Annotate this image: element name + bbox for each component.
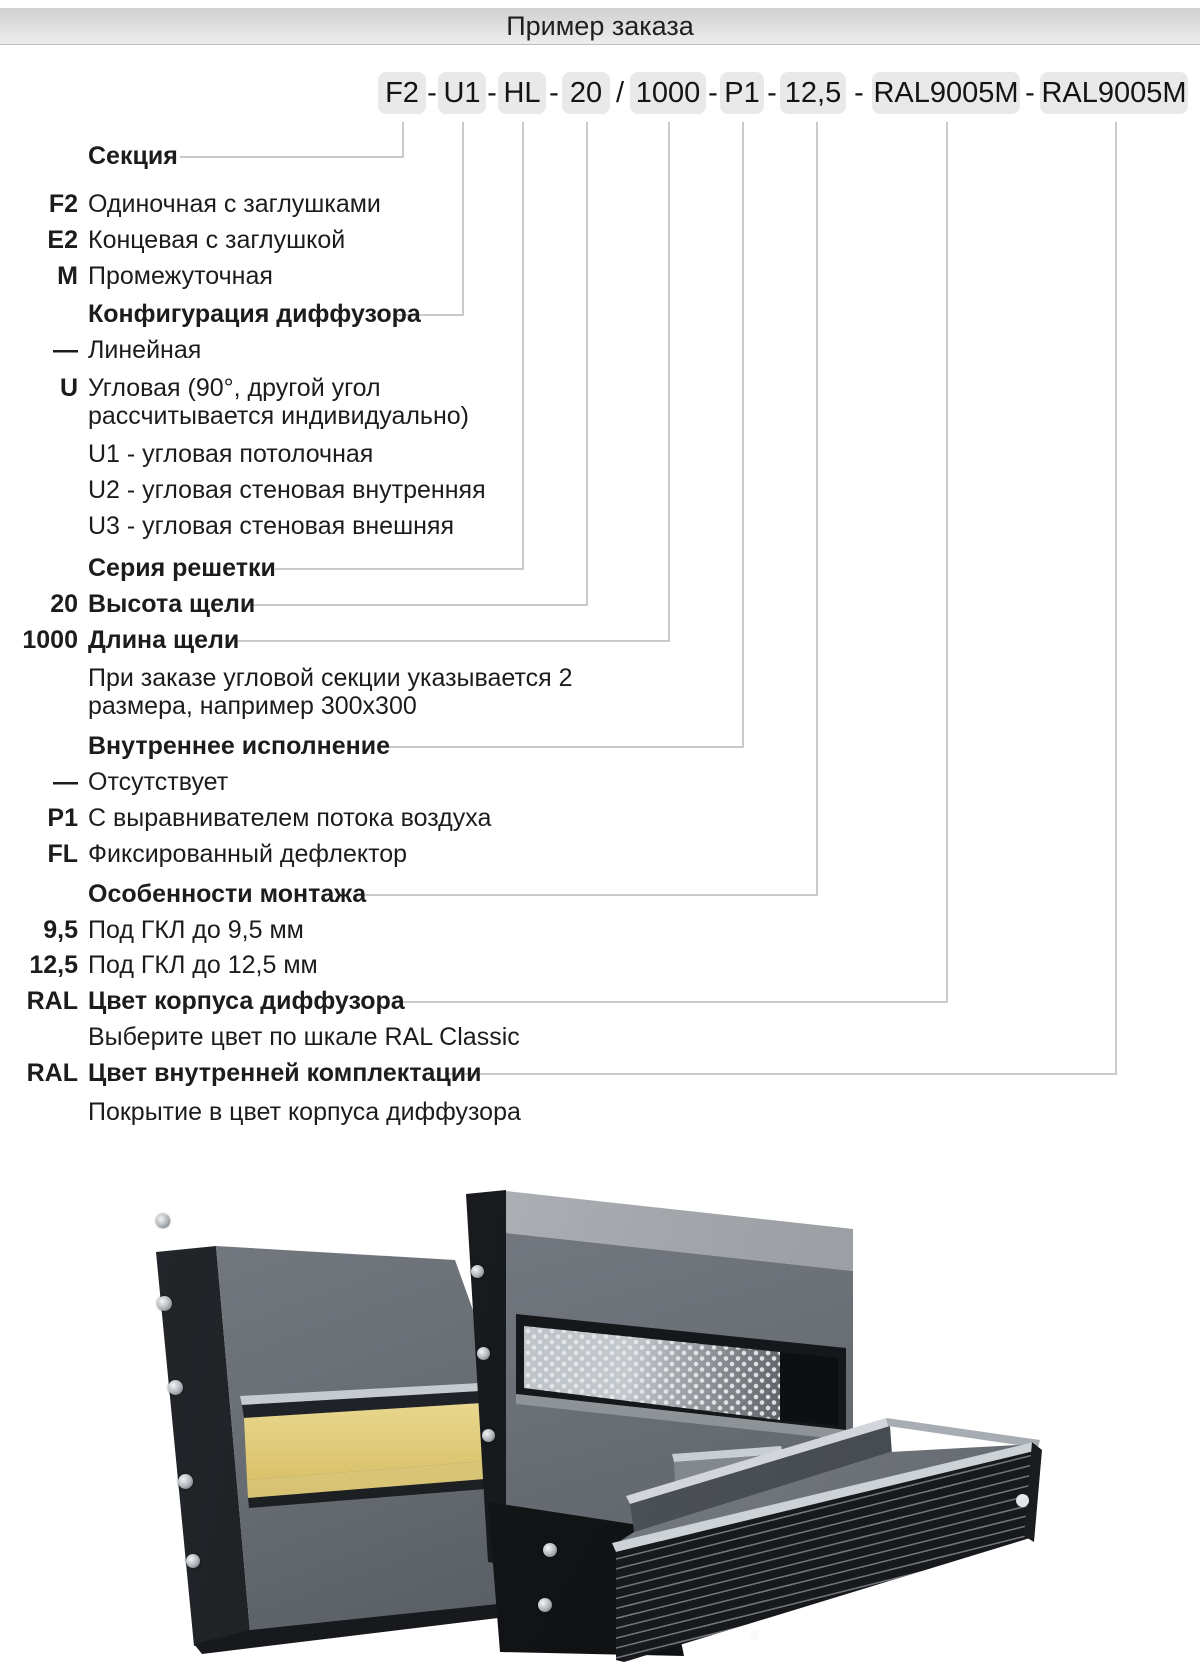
code-separator: - [767,77,777,109]
row-text: U3 - угловая стеновая внешняя [88,512,455,540]
code-box-mounting: 12,5 [780,72,846,114]
rivet [178,1474,193,1489]
code-separator: - [1025,77,1035,109]
code-box-section: F2 [378,72,426,114]
rivet [482,1429,495,1442]
row-text: Угловая (90°, другой угол рассчитывается индивидуально) [88,374,469,430]
row-code: FL [47,840,78,868]
rivet [186,1554,200,1568]
rivet [157,1296,172,1311]
legend-header-internal-color [0,1059,1200,1087]
legend-header-section [0,142,1200,170]
row-text: С выравнивателем потока воздуха [88,804,492,832]
row-code: 9,5 [43,916,78,944]
legend-row [0,476,1200,504]
code-box-body-color: RAL9005M [872,72,1020,114]
legend-row [0,840,1200,868]
page-title: Пример заказа [506,11,694,41]
row-code: 12,5 [29,951,78,979]
row-text: При заказе угловой секции указывается 2 размера, например 300x300 [88,664,573,720]
title-bar [0,8,1200,45]
row-code: 20 [50,590,78,618]
row-text: Покрытие в цвет корпуса диффузора [88,1098,521,1126]
legend-row [0,1023,1200,1051]
code-separator: - [549,77,559,109]
rivet [168,1380,183,1395]
rivet [477,1347,490,1360]
rivet [538,1598,552,1612]
row-text: Цвет корпуса диффузора [88,987,405,1015]
legend-header-series [0,554,1200,582]
row-code: RAL [26,1059,78,1087]
row-text: U1 - угловая потолочная [88,440,374,468]
row-text: Внутреннее исполнение [88,732,391,760]
code-box-series: HL [498,72,546,114]
row-text: Одиночная с заглушками [88,190,381,218]
row-text: Под ГКЛ до 12,5 мм [88,951,318,979]
code-box-slot-length: 1000 [630,72,706,114]
row-text: Отсутствует [88,768,229,796]
code-separator: - [708,77,718,109]
code-separator: - [487,77,497,109]
legend-row [0,512,1200,540]
row-text: Серия решетки [88,554,276,582]
legend-row [0,804,1200,832]
row-text: Длина щели [88,626,240,654]
code-separator-slash: / [615,77,625,109]
row-text: Особенности монтажа [88,880,367,908]
code-box-configuration: U1 [438,72,486,114]
rivet [543,1543,557,1557]
legend-row [0,664,1200,720]
legend-row [0,768,1200,796]
mounting-hole [750,1630,760,1640]
row-code: E2 [47,226,78,254]
code-box-internal: P1 [720,72,764,114]
legend-header-internal [0,732,1200,760]
row-code: F2 [48,190,78,218]
row-text: Концевая с заглушкой [88,226,346,254]
row-code: M [57,262,78,290]
legend-header-body-color [0,987,1200,1015]
legend-header-slot-height [0,590,1200,618]
code-separator: - [427,77,437,109]
mounting-hole [1016,1494,1029,1507]
legend-row [0,336,1200,364]
legend-row [0,190,1200,218]
code-separator: - [854,77,864,109]
row-text: Фиксированный дефлектор [88,840,408,868]
row-code: — [53,768,78,796]
legend-row [0,916,1200,944]
row-code: RAL [26,987,78,1015]
legend-row [0,226,1200,254]
row-text: Линейная [88,336,202,364]
legend-header-mounting [0,880,1200,908]
row-text: Цвет внутренней комплектации [88,1059,482,1087]
legend-row [0,262,1200,290]
code-box-slot-height: 20 [562,72,610,114]
row-code: — [53,336,78,364]
rivet [156,1214,170,1228]
row-text: Промежуточная [88,262,273,290]
legend-row [0,951,1200,979]
row-code: P1 [47,804,78,832]
row-code: 1000 [22,626,78,654]
row-text: Под ГКЛ до 9,5 мм [88,916,304,944]
row-code: U [59,374,78,402]
legend-row [0,374,1200,430]
product-photo [0,1100,1200,1662]
row-text: Конфигурация диффузора [88,300,421,328]
code-box-internal-color: RAL9005M [1040,72,1188,114]
legend-header-slot-length [0,626,1200,654]
row-text: Выберите цвет по шкале RAL Classic [88,1023,520,1051]
rivet [471,1265,484,1278]
legend-row [0,440,1200,468]
row-text: U2 - угловая стеновая внутренняя [88,476,486,504]
row-text: Секция [88,142,178,170]
legend-header-configuration [0,300,1200,328]
row-text: Высота щели [88,590,256,618]
